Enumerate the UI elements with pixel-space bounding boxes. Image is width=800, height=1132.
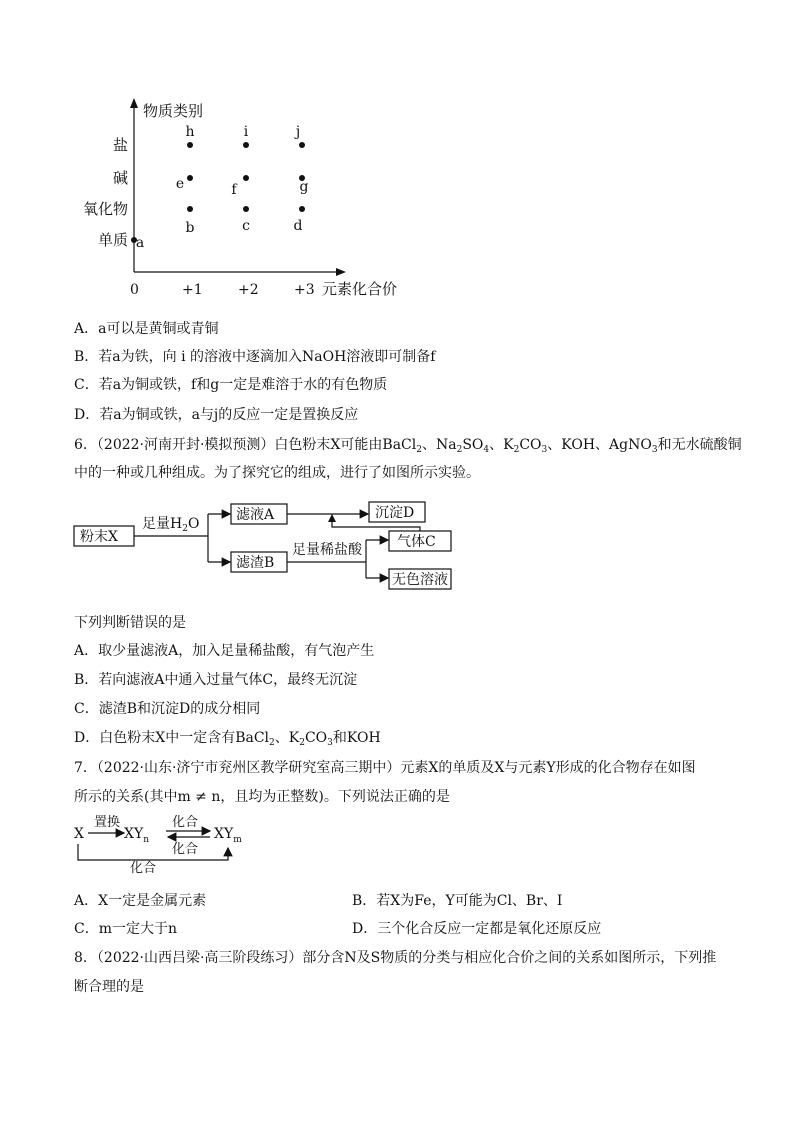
svg-text:XYm <box>214 826 242 845</box>
q8-stem-line2: 断合理的是 <box>74 979 144 995</box>
q6-stem-line1 <box>74 434 742 455</box>
data-point-label: f <box>231 182 237 198</box>
data-point-c <box>243 206 249 212</box>
y-tick-label: 碱 <box>112 169 128 187</box>
data-point-label: j <box>295 124 301 140</box>
flow-gas: 气体C <box>397 534 436 550</box>
q6-stem-text: 6．（2022·河南开封·模拟预测）白色粉末X可能由BaCl <box>74 437 417 453</box>
flow-powder: 粉末X <box>80 529 118 545</box>
q8-stem-line1: 8．（2022·山西吕梁·高三阶段练习）部分含N及S物质的分类与相应化合价之间的关系如图所示，下列推 <box>74 950 717 966</box>
data-point-label: a <box>135 235 145 251</box>
q6-stem-text: CO <box>519 437 542 453</box>
flow-filtrate: 滤液A <box>236 507 275 523</box>
y-tick-label: 氧化物 <box>82 200 128 218</box>
data-point-i <box>243 142 249 148</box>
subscript: 3 <box>541 445 548 455</box>
data-point-label: g <box>299 179 309 195</box>
subscript: 2 <box>269 738 275 748</box>
q7-combine-loop: 化合 <box>130 861 157 876</box>
q6-optd-text: D．白色粉末X中一定含有BaCl <box>74 730 270 746</box>
q7-combine-bottom: 化合 <box>172 842 199 857</box>
q7-xyn: XY <box>124 826 144 842</box>
data-point-b <box>187 206 193 212</box>
q7-reaction-diagram <box>0 810 800 876</box>
data-point-d <box>299 206 305 212</box>
data-point-f <box>243 175 249 181</box>
x-axis-label: 元素化合价 <box>322 280 398 298</box>
data-point-label: c <box>242 218 250 234</box>
flow-water-a: 足量H <box>142 516 183 532</box>
q5-option-b: B．若a为铁，向 i 的溶液中逐滴加入NaOH溶液即可制备f <box>74 349 436 365</box>
data-point-e <box>187 175 193 181</box>
q6-optd-text: CO <box>304 730 328 746</box>
data-point-label: i <box>243 124 249 140</box>
q5-option-a: A．a可以是黄铜或青铜 <box>74 321 219 337</box>
data-point-label: h <box>185 124 195 140</box>
subscript: 2 <box>456 445 463 455</box>
q7-option-a: A．X一定是金属元素 <box>74 893 207 909</box>
q7-stem-line2: 所示的关系(其中m ≠ n，且均为正整数)。下列说法正确的是 <box>74 789 450 805</box>
x-tick-label: +3 <box>294 282 315 298</box>
q6-stem-line2: 中的一种或几种组成。为了探究它的组成，进行了如图所示实验。 <box>74 465 480 481</box>
q6-stem-text: 、K <box>489 437 514 453</box>
subscript: 2 <box>513 445 520 455</box>
flow-water-sub: 2 <box>182 524 188 534</box>
y-tick-label: 单质 <box>97 231 128 249</box>
q7-option-c: C．m一定大于n <box>74 921 178 937</box>
subscript: 2 <box>299 738 305 748</box>
data-point-label: e <box>175 176 185 192</box>
q7-combine-top: 化合 <box>172 815 199 830</box>
subscript: 3 <box>327 738 333 748</box>
flow-water-b: O <box>187 516 200 532</box>
q7-option-d: D．三个化合反应一定都是氧化还原反应 <box>352 921 602 937</box>
subscript: 3 <box>651 445 658 455</box>
svg-text:XYn <box>124 826 149 845</box>
q5-option-d: D．若a为铜或铁，a与j的反应一定是置换反应 <box>74 407 359 423</box>
q7-m: m <box>233 835 242 845</box>
svg-text:足量H2O <box>142 516 199 534</box>
q6-option-c: C．滤渣B和沉淀D的成分相同 <box>74 701 261 717</box>
q6-option-d <box>74 727 381 748</box>
data-point-label: d <box>293 218 303 234</box>
x-tick-label: +1 <box>182 282 203 298</box>
q6-stem-text: 、Na <box>421 437 457 453</box>
q7-stem-line1: 7．（2022·山东·济宁市兖州区教学研究室高三期中）元素X的单质及X与元素Y形成的化合物存在如图 <box>74 760 696 776</box>
data-point-label: b <box>185 220 195 236</box>
subscript: 4 <box>483 445 490 455</box>
flow-precipitate: 沉淀D <box>375 505 415 521</box>
flow-residue: 滤渣B <box>236 555 275 571</box>
q6-prompt: 下列判断错误的是 <box>74 615 186 631</box>
valence-category-chart <box>0 0 800 310</box>
q7-replace: 置换 <box>94 815 121 830</box>
q6-optd-text: 和KOH <box>332 730 381 746</box>
y-axis-label: 物质类别 <box>143 102 204 120</box>
q7-x: X <box>74 826 84 842</box>
data-point-h <box>187 142 193 148</box>
q6-option-a: A．取少量滤液A，加入足量稀盐酸，有气泡产生 <box>74 643 375 659</box>
q6-stem-text: 和无水硫酸铜 <box>657 437 742 453</box>
flow-solution: 无色溶液 <box>392 572 448 588</box>
x-tick-label: 0 <box>130 282 139 298</box>
q7-option-b: B．若X为Fe，Y可能为Cl、Br、I <box>352 893 563 909</box>
q6-optd-text: 、K <box>274 730 300 746</box>
q6-flow-diagram <box>0 490 800 600</box>
q6-stem-text: SO <box>462 437 484 453</box>
q6-option-b: B．若向滤液A中通入过量气体C，最终无沉淀 <box>74 672 358 688</box>
y-tick-label: 盐 <box>112 136 128 154</box>
q7-xym: XY <box>214 826 234 842</box>
data-point-j <box>299 142 305 148</box>
q5-option-c: C．若a为铜或铁，f和g一定是难溶于水的有色物质 <box>74 377 388 393</box>
q7-n: n <box>143 835 150 845</box>
flow-acid: 足量稀盐酸 <box>292 542 362 558</box>
x-tick-label: +2 <box>238 282 259 298</box>
subscript: 2 <box>416 445 422 455</box>
q6-stem-text: 、KOH、AgNO <box>547 437 652 453</box>
